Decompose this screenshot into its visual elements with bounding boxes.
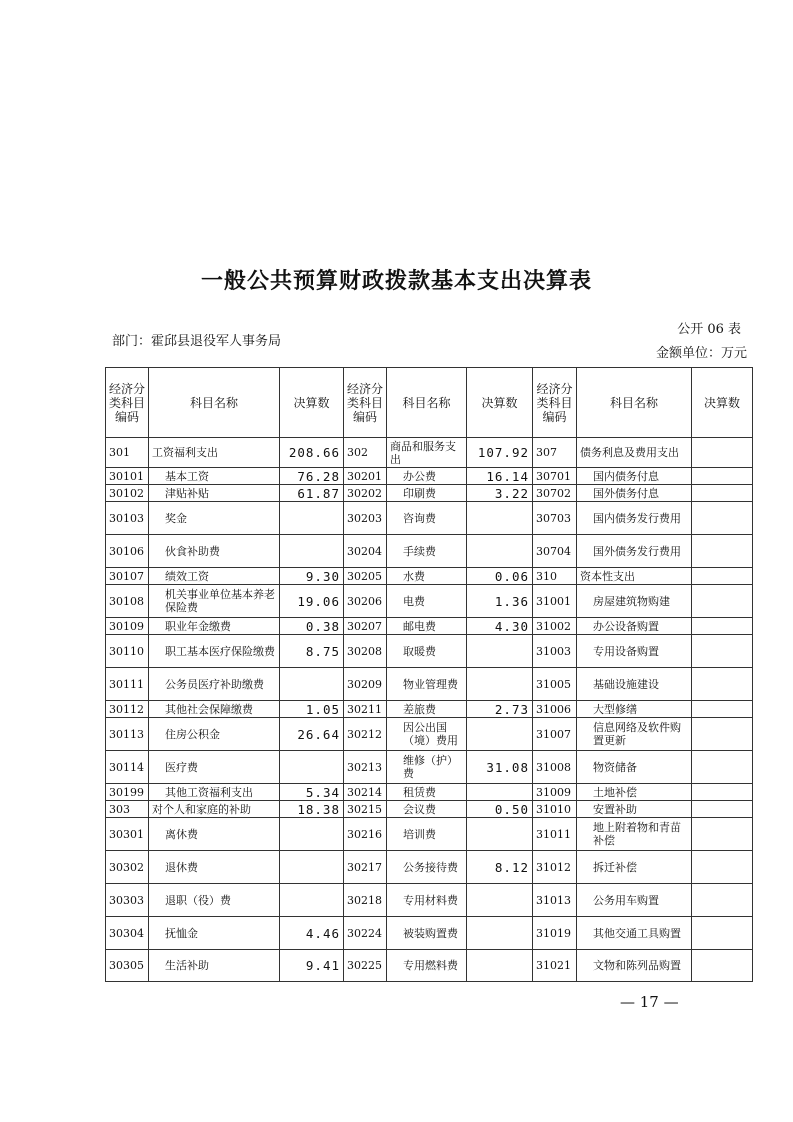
department-label: 部门：霍邱县退役军人事务局 [112,334,282,349]
table-row [106,701,753,718]
table-row [106,884,753,917]
row-code-2: 30207 [344,618,387,635]
row-code-1: 30111 [106,668,149,701]
expenditure-table [105,367,753,982]
row-code-2: 30206 [344,585,387,618]
row-name-3: 文物和陈列品购置 [577,950,692,982]
row-code-3: 31013 [533,884,577,917]
row-amount-3 [692,535,753,568]
row-amount-3 [692,568,753,585]
row-name-3: 债务利息及费用支出 [577,438,692,468]
header-amount-2: 决算数 [467,368,533,438]
row-code-3: 307 [533,438,577,468]
row-code-2: 30209 [344,668,387,701]
row-name-3: 土地补偿 [577,784,692,801]
row-amount-2: 1.36 [467,585,533,618]
header-code-2: 经济分类科目编码 [344,368,387,438]
row-amount-3 [692,485,753,502]
row-code-1: 30101 [106,468,149,485]
row-amount-1: 9.41 [280,950,344,982]
row-code-1: 30302 [106,851,149,884]
row-amount-3 [692,618,753,635]
row-code-2: 30211 [344,701,387,718]
row-amount-2: 0.50 [467,801,533,818]
row-name-2: 邮电费 [387,618,467,635]
row-amount-2: 0.06 [467,568,533,585]
table-row [106,751,753,784]
form-number: 公开 06 表 [677,322,741,337]
table-row [106,801,753,818]
row-name-3: 资本性支出 [577,568,692,585]
row-code-1: 30113 [106,718,149,751]
row-amount-2 [467,535,533,568]
row-code-2: 30208 [344,635,387,668]
row-name-2: 被装购置费 [387,917,467,950]
row-code-3: 31010 [533,801,577,818]
table-row [106,784,753,801]
row-name-3: 地上附着物和青苗补偿 [577,818,692,851]
row-amount-1: 9.30 [280,568,344,585]
row-code-1: 30304 [106,917,149,950]
row-code-3: 31019 [533,917,577,950]
header-name-1: 科目名称 [149,368,280,438]
row-code-2: 30215 [344,801,387,818]
row-amount-2 [467,818,533,851]
row-amount-2 [467,718,533,751]
row-name-3: 公务用车购置 [577,884,692,917]
row-amount-1: 61.87 [280,485,344,502]
row-name-2: 印刷费 [387,485,467,502]
row-code-1: 30114 [106,751,149,784]
row-name-1: 住房公积金 [149,718,280,751]
row-code-2: 30205 [344,568,387,585]
table-row [106,950,753,982]
header-code-1: 经济分类科目编码 [106,368,149,438]
row-code-3: 31006 [533,701,577,718]
row-amount-2: 4.30 [467,618,533,635]
row-amount-3 [692,668,753,701]
row-amount-1: 4.46 [280,917,344,950]
row-name-3: 其他交通工具购置 [577,917,692,950]
row-code-2: 30213 [344,751,387,784]
table-row [106,568,753,585]
table-row [106,485,753,502]
header-name-3: 科目名称 [577,368,692,438]
row-amount-3 [692,468,753,485]
row-name-3: 大型修缮 [577,701,692,718]
row-code-1: 30106 [106,535,149,568]
row-code-3: 30702 [533,485,577,502]
page-title: 一般公共预算财政拨款基本支出决算表 [200,268,592,294]
row-name-1: 生活补助 [149,950,280,982]
row-amount-1: 76.28 [280,468,344,485]
row-amount-1: 5.34 [280,784,344,801]
row-amount-2 [467,635,533,668]
table-header-row [106,368,753,438]
row-name-1: 医疗费 [149,751,280,784]
row-code-3: 30704 [533,535,577,568]
row-code-1: 30303 [106,884,149,917]
table-row [106,917,753,950]
row-code-3: 30703 [533,502,577,535]
row-amount-1 [280,851,344,884]
row-amount-1: 26.64 [280,718,344,751]
table-row [106,438,753,468]
row-code-3: 31007 [533,718,577,751]
table-row [106,535,753,568]
row-code-3: 31012 [533,851,577,884]
row-amount-1: 18.38 [280,801,344,818]
row-code-2: 30225 [344,950,387,982]
table-row [106,818,753,851]
row-code-1: 30109 [106,618,149,635]
row-code-3: 31001 [533,585,577,618]
row-name-2: 水费 [387,568,467,585]
row-amount-3 [692,818,753,851]
row-amount-2: 2.73 [467,701,533,718]
row-name-3: 国内债务付息 [577,468,692,485]
table-row [106,668,753,701]
row-code-1: 301 [106,438,149,468]
row-amount-1: 0.38 [280,618,344,635]
row-amount-3 [692,851,753,884]
row-amount-2 [467,950,533,982]
row-name-3: 专用设备购置 [577,635,692,668]
row-code-2: 30203 [344,502,387,535]
row-name-3: 基础设施建设 [577,668,692,701]
row-amount-3 [692,801,753,818]
row-amount-1 [280,884,344,917]
row-amount-1: 208.66 [280,438,344,468]
row-code-3: 31002 [533,618,577,635]
row-amount-2 [467,668,533,701]
row-amount-3 [692,502,753,535]
row-code-3: 31009 [533,784,577,801]
table-row [106,468,753,485]
row-amount-3 [692,751,753,784]
row-code-2: 30202 [344,485,387,502]
row-name-2: 专用燃料费 [387,950,467,982]
row-name-3: 物资储备 [577,751,692,784]
row-amount-1 [280,751,344,784]
row-amount-1 [280,668,344,701]
row-code-2: 30216 [344,818,387,851]
row-name-2: 租赁费 [387,784,467,801]
row-name-1: 退休费 [149,851,280,884]
row-name-1: 职工基本医疗保险缴费 [149,635,280,668]
row-code-3: 310 [533,568,577,585]
row-name-1: 公务员医疗补助缴费 [149,668,280,701]
row-amount-2: 107.92 [467,438,533,468]
row-amount-3 [692,784,753,801]
row-code-2: 30201 [344,468,387,485]
row-name-1: 对个人和家庭的补助 [149,801,280,818]
row-code-1: 30110 [106,635,149,668]
page-number: — 17 — [620,993,679,1011]
row-amount-2 [467,502,533,535]
row-name-1: 工资福利支出 [149,438,280,468]
row-name-2: 办公费 [387,468,467,485]
row-amount-2: 31.08 [467,751,533,784]
table-row [106,502,753,535]
row-amount-1: 19.06 [280,585,344,618]
row-code-2: 302 [344,438,387,468]
row-code-1: 30108 [106,585,149,618]
row-name-2: 专用材料费 [387,884,467,917]
row-code-3: 31005 [533,668,577,701]
table-row [106,851,753,884]
row-code-2: 30212 [344,718,387,751]
row-amount-2 [467,784,533,801]
row-name-1: 机关事业单位基本养老保险费 [149,585,280,618]
row-name-1: 退职（役）费 [149,884,280,917]
row-amount-2 [467,917,533,950]
row-name-1: 伙食补助费 [149,535,280,568]
row-code-1: 30305 [106,950,149,982]
table-row [106,618,753,635]
row-name-3: 国外债务发行费用 [577,535,692,568]
row-code-2: 30214 [344,784,387,801]
row-name-1: 津贴补贴 [149,485,280,502]
row-name-3: 房屋建筑物购建 [577,585,692,618]
row-code-3: 31008 [533,751,577,784]
row-amount-1 [280,502,344,535]
row-code-3: 31021 [533,950,577,982]
row-name-3: 国内债务发行费用 [577,502,692,535]
row-code-2: 30218 [344,884,387,917]
row-code-3: 31011 [533,818,577,851]
row-name-1: 其他社会保障缴费 [149,701,280,718]
row-name-2: 电费 [387,585,467,618]
header-amount-3: 决算数 [692,368,753,438]
header-name-2: 科目名称 [387,368,467,438]
row-amount-3 [692,884,753,917]
row-name-2: 差旅费 [387,701,467,718]
row-name-2: 手续费 [387,535,467,568]
row-name-1: 绩效工资 [149,568,280,585]
row-amount-2: 3.22 [467,485,533,502]
row-name-3: 国外债务付息 [577,485,692,502]
row-amount-3 [692,950,753,982]
row-name-1: 基本工资 [149,468,280,485]
row-amount-1: 8.75 [280,635,344,668]
row-name-2: 因公出国（境）费用 [387,718,467,751]
row-amount-1: 1.05 [280,701,344,718]
row-name-3: 拆迁补偿 [577,851,692,884]
row-name-2: 物业管理费 [387,668,467,701]
row-amount-3 [692,635,753,668]
row-name-2: 取暖费 [387,635,467,668]
row-code-1: 30103 [106,502,149,535]
row-amount-3 [692,718,753,751]
row-code-1: 30112 [106,701,149,718]
table-row [106,635,753,668]
row-code-1: 30301 [106,818,149,851]
row-code-2: 30217 [344,851,387,884]
table-row [106,585,753,618]
row-code-2: 30224 [344,917,387,950]
row-amount-3 [692,917,753,950]
row-code-3: 30701 [533,468,577,485]
row-amount-2: 16.14 [467,468,533,485]
row-name-2: 咨询费 [387,502,467,535]
row-amount-3 [692,701,753,718]
table-row [106,718,753,751]
row-name-1: 职业年金缴费 [149,618,280,635]
row-name-1: 抚恤金 [149,917,280,950]
row-amount-1 [280,818,344,851]
row-name-3: 办公设备购置 [577,618,692,635]
header-amount-1: 决算数 [280,368,344,438]
row-name-2: 公务接待费 [387,851,467,884]
row-name-2: 培训费 [387,818,467,851]
row-name-2: 维修（护）费 [387,751,467,784]
row-name-1: 其他工资福利支出 [149,784,280,801]
row-name-2: 会议费 [387,801,467,818]
row-name-1: 离休费 [149,818,280,851]
row-amount-3 [692,438,753,468]
row-name-3: 安置补助 [577,801,692,818]
row-name-1: 奖金 [149,502,280,535]
row-amount-1 [280,535,344,568]
row-code-1: 303 [106,801,149,818]
row-amount-3 [692,585,753,618]
unit-label: 金额单位：万元 [655,346,747,361]
row-amount-2 [467,884,533,917]
row-amount-2: 8.12 [467,851,533,884]
row-name-3: 信息网络及软件购置更新 [577,718,692,751]
row-code-1: 30107 [106,568,149,585]
row-code-3: 31003 [533,635,577,668]
header-code-3: 经济分类科目编码 [533,368,577,438]
row-code-2: 30204 [344,535,387,568]
row-code-1: 30102 [106,485,149,502]
row-code-1: 30199 [106,784,149,801]
row-name-2: 商品和服务支出 [387,438,467,468]
